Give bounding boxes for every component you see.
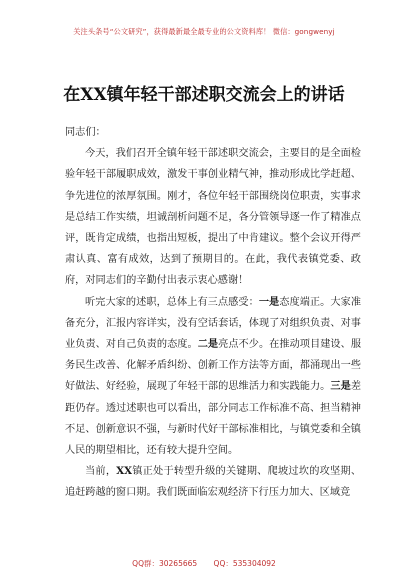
emphasis-text: XX [116,465,133,478]
paragraph-text: 差距仍存。透过述职也可以看出，部分同志工作标准不高、担当精神不足、创新意识不强，与新时代好干部标准相比，与镇党委和全镇人民的期望相比，还有较大提升空间。 [65,381,362,457]
footer-qq: QQ：535304092 [213,559,276,568]
paragraph-text: 镇正处于转型升级的关键期、爬坡过坎的攻坚期、追赶跨越的窗口期。我们既面临宏观经济下行压力加大、区域竞 [65,466,362,499]
header-banner: 关注头条号“公文研究”，获得最新最全最专业的公文资料库！ 微信：gongwenyj [73,27,335,36]
body-paragraph [65,143,361,291]
document-body [65,122,361,504]
emphasis-text: 一是 [258,295,280,308]
paragraph-text: 态度端正。大家准备充分，汇报内容详实，没有空话套话，体现了对组织负责、对事业负责、对自己负责的态度。 [65,296,362,351]
emphasis-text: 三是 [330,380,351,393]
document-title: 在XX镇年轻干部述职交流会上的讲话 [63,85,345,105]
footer-contact [0,558,408,569]
body-paragraph [65,461,361,503]
paragraph-text: 听完大家的述职，总体上有三点感受： [85,296,259,308]
salutation: 同志们： [65,127,106,138]
body-paragraph [65,292,361,462]
paragraph-text: 当前， [85,466,117,478]
paragraph-text: 亮点不少。在推动项目建设、服务民生改善、化解矛盾纠纷、创新工作方法等方面，都涌现出一些好做法、好经验，展现了年轻干部的思维活力和实践能力。 [65,339,362,393]
paragraph-text: 今天，我们召开全镇年轻干部述职交流会，主要目的是全面检验年轻干部履职成效，激发干事创业精气神，推动形成比学赶超、争先进位的浓厚氛围。刚才，各位年轻干部围绕岗位职责，实事求是总结工作实绩，坦诚剖析问题不足，各分管领导逐一作了精准点评，既肯定成绩，也指出短板，提出了中肯建议。整个会议开得严肃认真、富有成效，达到了预期目的。在此，我代表镇党委、政府，对同志们的辛勤付出表示衷心感谢！ [65,148,361,287]
paragraph-list [65,143,361,503]
emphasis-text: 二是 [197,338,219,351]
footer-qq-group: QQ群：30265665 [132,559,198,568]
